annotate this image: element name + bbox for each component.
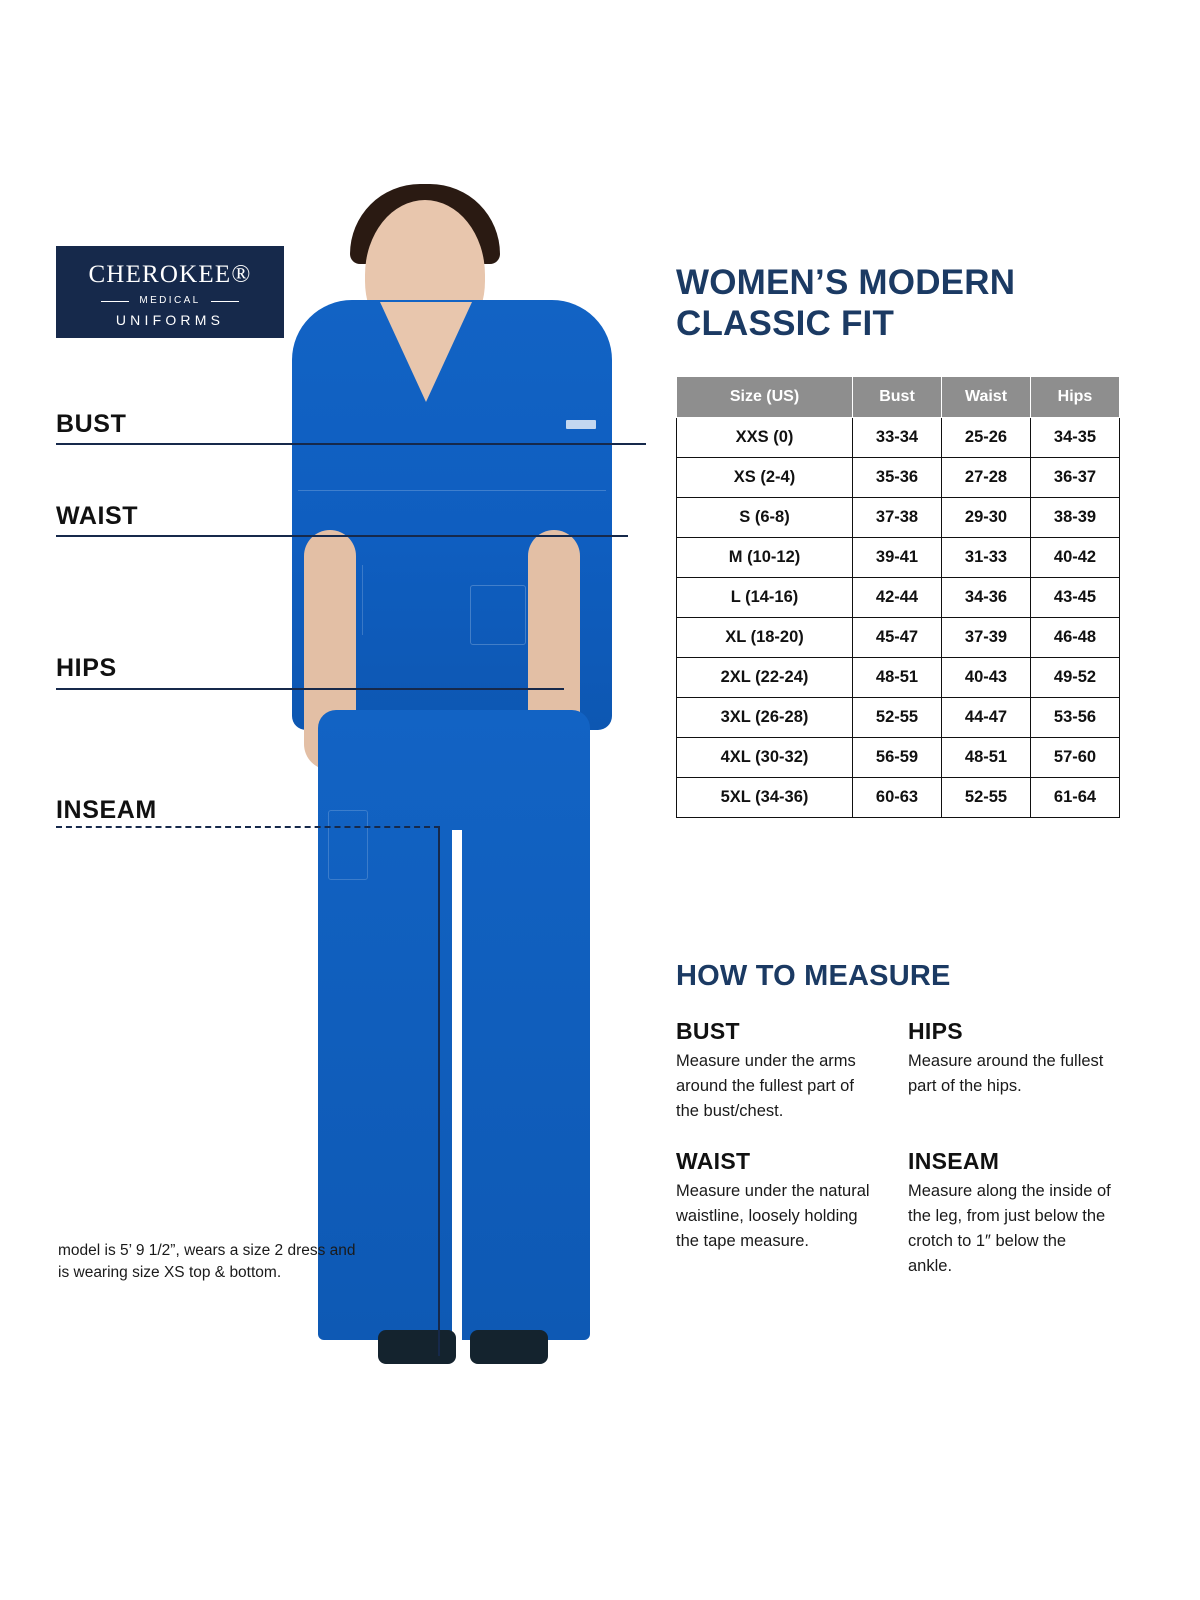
how-to-measure-bust-text: Measure under the arms around the fullest part of the bust/chest. bbox=[676, 1052, 856, 1121]
how-to-measure-waist-label: WAIST bbox=[676, 1148, 751, 1175]
cell-waist: 40-43 bbox=[942, 658, 1031, 698]
table-header-row bbox=[677, 377, 1120, 418]
cell-bust: 56-59 bbox=[853, 738, 942, 778]
cell-size: 2XL (22-24) bbox=[677, 658, 853, 698]
column-header-waist: Waist bbox=[942, 377, 1031, 418]
cell-waist: 29-30 bbox=[942, 498, 1031, 538]
top-pocket bbox=[470, 585, 526, 645]
how-to-measure-grid bbox=[676, 1018, 1136, 1280]
table-row bbox=[677, 738, 1120, 778]
cell-hips: 38-39 bbox=[1031, 498, 1120, 538]
table-row bbox=[677, 778, 1120, 818]
measure-label-hips: HIPS bbox=[56, 654, 117, 682]
how-to-measure-waist-text: Measure under the natural waistline, loosely holding the tape measure. bbox=[676, 1182, 870, 1251]
right-panel bbox=[676, 0, 1200, 1600]
cell-size: S (6-8) bbox=[677, 498, 853, 538]
cell-size: M (10-12) bbox=[677, 538, 853, 578]
measure-line-waist bbox=[56, 535, 628, 537]
how-to-measure-inseam bbox=[908, 1148, 1136, 1279]
brand-logo bbox=[56, 246, 284, 338]
cell-hips: 57-60 bbox=[1031, 738, 1120, 778]
measure-label-bust: BUST bbox=[56, 410, 127, 438]
table-row bbox=[677, 698, 1120, 738]
cell-hips: 36-37 bbox=[1031, 458, 1120, 498]
cell-hips: 46-48 bbox=[1031, 618, 1120, 658]
top-side-pocket bbox=[362, 565, 396, 635]
cell-hips: 43-45 bbox=[1031, 578, 1120, 618]
table-row bbox=[677, 658, 1120, 698]
how-to-measure-hips-text: Measure around the fullest part of the hips. bbox=[908, 1052, 1104, 1096]
cell-waist: 52-55 bbox=[942, 778, 1031, 818]
brand-name: CHEROKEE® bbox=[88, 261, 252, 288]
cell-waist: 37-39 bbox=[942, 618, 1031, 658]
how-to-measure-hips bbox=[908, 1018, 1136, 1124]
table-row bbox=[677, 538, 1120, 578]
page-title: WOMEN’S MODERN CLASSIC FIT bbox=[676, 263, 1016, 344]
how-to-measure-waist bbox=[676, 1148, 908, 1279]
size-chart-table bbox=[676, 376, 1120, 818]
how-to-measure-title: HOW TO MEASURE bbox=[676, 960, 951, 992]
cell-bust: 45-47 bbox=[853, 618, 942, 658]
cell-hips: 53-56 bbox=[1031, 698, 1120, 738]
cargo-pocket bbox=[328, 810, 368, 880]
size-chart-body bbox=[677, 418, 1120, 818]
table-row bbox=[677, 498, 1120, 538]
model-photo bbox=[270, 190, 670, 1390]
how-to-measure-bust bbox=[676, 1018, 908, 1124]
cell-size: XL (18-20) bbox=[677, 618, 853, 658]
cell-hips: 61-64 bbox=[1031, 778, 1120, 818]
cell-bust: 48-51 bbox=[853, 658, 942, 698]
cell-hips: 34-35 bbox=[1031, 418, 1120, 458]
measure-line-inseam bbox=[56, 826, 440, 828]
cell-bust: 35-36 bbox=[853, 458, 942, 498]
cell-hips: 49-52 bbox=[1031, 658, 1120, 698]
cell-waist: 31-33 bbox=[942, 538, 1031, 578]
brand-subtitle-medical: MEDICAL bbox=[59, 295, 281, 306]
table-row bbox=[677, 618, 1120, 658]
how-to-measure-bust-label: BUST bbox=[676, 1018, 740, 1044]
table-row bbox=[677, 418, 1120, 458]
model-right-shoe bbox=[470, 1330, 548, 1364]
measure-line-inseam-vertical bbox=[438, 826, 440, 1356]
cell-waist: 25-26 bbox=[942, 418, 1031, 458]
cell-bust: 52-55 bbox=[853, 698, 942, 738]
cell-size: XXS (0) bbox=[677, 418, 853, 458]
column-header-size: Size (US) bbox=[677, 377, 853, 418]
cell-size: XS (2-4) bbox=[677, 458, 853, 498]
how-to-measure-inseam-text: Measure along the inside of the leg, from just below the crotch to 1″ below the ankle. bbox=[908, 1182, 1111, 1276]
table-row bbox=[677, 578, 1120, 618]
how-to-measure-inseam-label: INSEAM bbox=[908, 1148, 1000, 1175]
brand-tag-icon bbox=[566, 420, 596, 429]
cell-bust: 39-41 bbox=[853, 538, 942, 578]
measure-line-bust bbox=[56, 443, 646, 445]
cell-bust: 33-34 bbox=[853, 418, 942, 458]
how-to-measure-hips-label: HIPS bbox=[908, 1018, 963, 1044]
cell-waist: 27-28 bbox=[942, 458, 1031, 498]
measure-line-hips bbox=[56, 688, 564, 690]
cell-waist: 44-47 bbox=[942, 698, 1031, 738]
cell-size: 3XL (26-28) bbox=[677, 698, 853, 738]
cell-hips: 40-42 bbox=[1031, 538, 1120, 578]
column-header-hips: Hips bbox=[1031, 377, 1120, 418]
cell-size: 4XL (30-32) bbox=[677, 738, 853, 778]
brand-subtitle-uniforms: UNIFORMS bbox=[115, 312, 225, 328]
model-note: model is 5’ 9 1/2”, wears a size 2 dress and is wearing size XS top & bottom. bbox=[58, 1242, 356, 1282]
cell-size: L (14-16) bbox=[677, 578, 853, 618]
measure-label-inseam: INSEAM bbox=[56, 796, 157, 824]
cell-size: 5XL (34-36) bbox=[677, 778, 853, 818]
chest-seam bbox=[298, 490, 606, 491]
cell-bust: 37-38 bbox=[853, 498, 942, 538]
cell-bust: 42-44 bbox=[853, 578, 942, 618]
model-left-shoe bbox=[378, 1330, 456, 1364]
table-row bbox=[677, 458, 1120, 498]
column-header-bust: Bust bbox=[853, 377, 942, 418]
measure-label-waist: WAIST bbox=[56, 502, 139, 530]
cell-waist: 34-36 bbox=[942, 578, 1031, 618]
cell-waist: 48-51 bbox=[942, 738, 1031, 778]
pants-leg-gap bbox=[452, 830, 462, 1340]
cell-bust: 60-63 bbox=[853, 778, 942, 818]
